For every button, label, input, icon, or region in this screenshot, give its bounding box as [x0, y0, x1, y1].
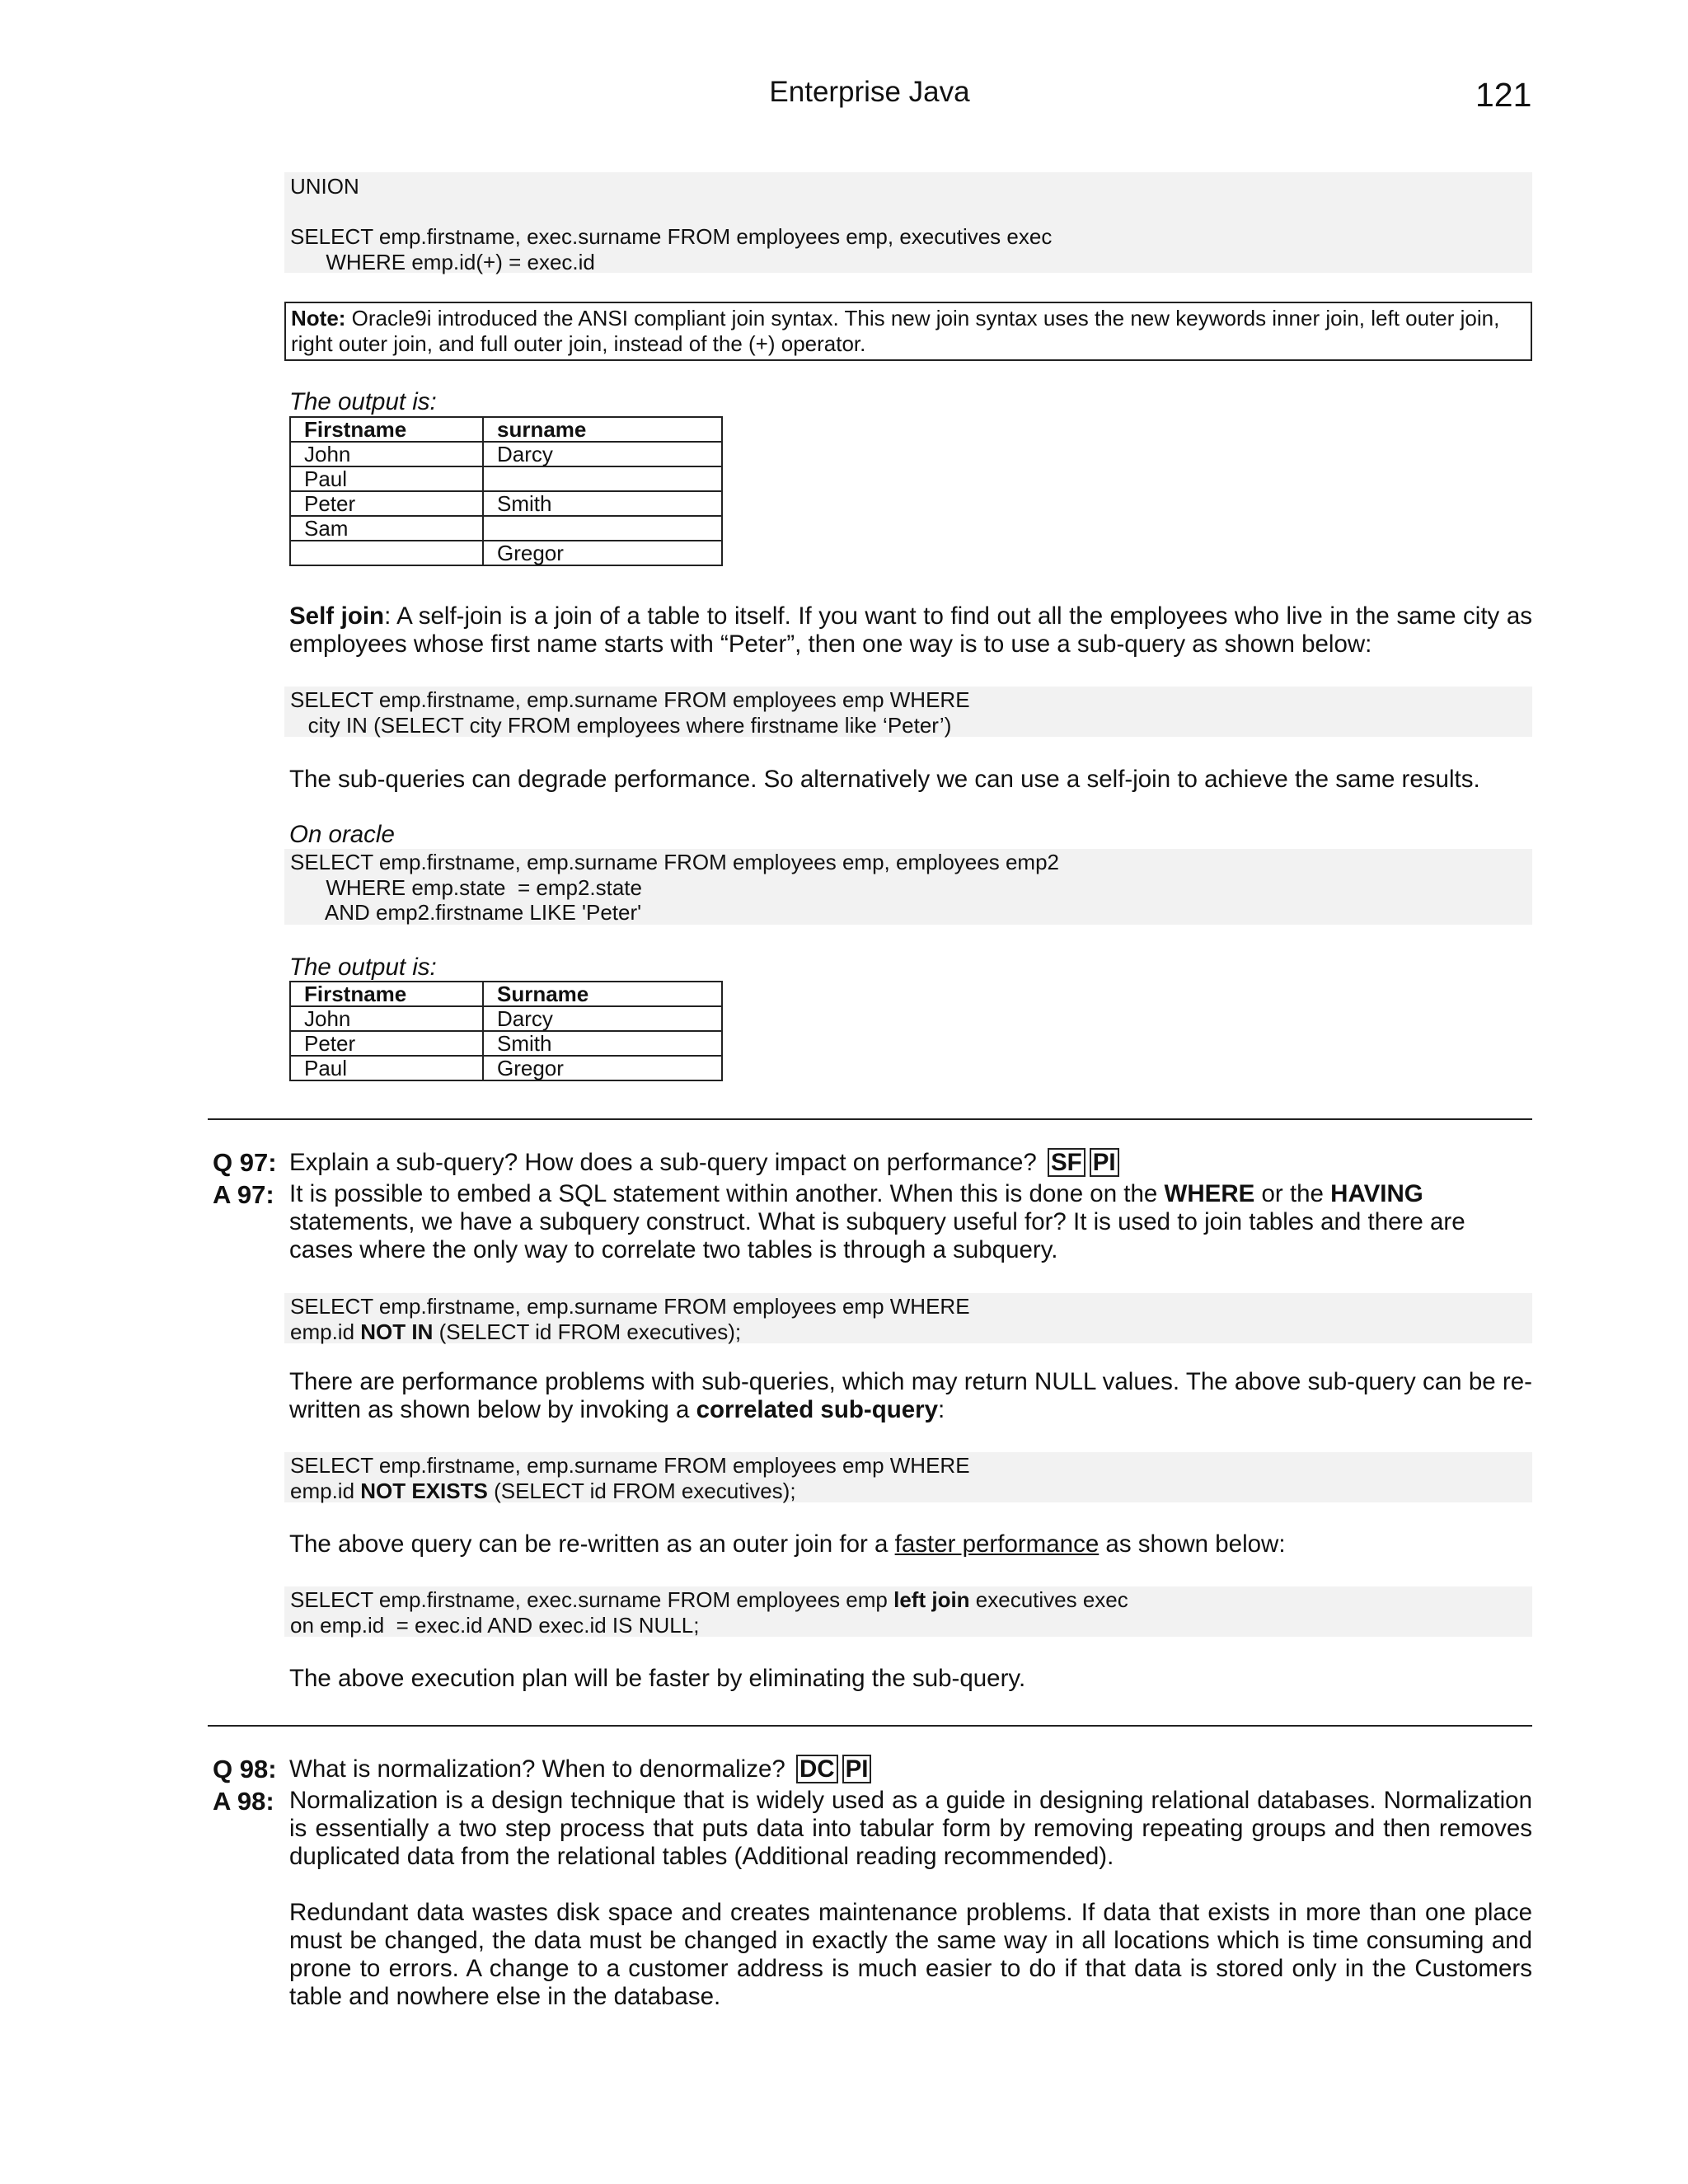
execution-plan-paragraph: The above execution plan will be faster by eliminating the sub-query. [289, 1665, 1026, 1692]
code-line: SELECT emp.firstname, emp.surname FROM employees emp WHERE [290, 1294, 970, 1319]
table-row [290, 442, 722, 466]
code-block-not-exists [284, 1452, 1532, 1502]
code-line: SELECT emp.firstname, exec.surname FROM employees emp, executives exec [290, 224, 1053, 249]
table-cell: Paul [290, 466, 483, 491]
code-line: city IN (SELECT city FROM employees where firstname like ‘Peter’) [290, 712, 952, 738]
category-badge-dc: DC [796, 1755, 838, 1783]
question-tag-98: Q 98: [213, 1755, 277, 1783]
section-divider [208, 1118, 1532, 1120]
table-header-cell: surname [483, 417, 722, 442]
table-cell: Sam [290, 516, 483, 541]
underlined-faster-performance: faster performance [894, 1530, 1100, 1558]
code-line: SELECT emp.firstname, emp.surname FROM employees emp, employees emp2 [290, 850, 1059, 874]
code-text: emp.id [290, 1478, 361, 1503]
code-block-union [284, 172, 1532, 273]
code-text: emp.id [290, 1319, 361, 1344]
running-header-title: Enterprise Java [769, 76, 970, 108]
code-line [290, 1587, 1532, 1613]
paragraph-text: : [938, 1396, 945, 1423]
table-cell: Gregor [483, 1056, 722, 1080]
answer-tag-97: A 97: [213, 1180, 274, 1209]
table-row [290, 1031, 722, 1056]
question-text: What is normalization? When to denormalize? [289, 1755, 785, 1783]
code-text: (SELECT id FROM executives); [487, 1478, 796, 1503]
table-cell [483, 516, 722, 541]
paragraph-text: The above query can be re-written as an outer join for a [289, 1530, 895, 1558]
table-cell: Darcy [483, 1006, 722, 1031]
code-line [290, 199, 1532, 225]
table-row [290, 1006, 722, 1031]
section-divider [208, 1725, 1532, 1727]
table-cell: Peter [290, 1031, 483, 1056]
table-cell [483, 466, 722, 491]
code-block-self-join [284, 849, 1532, 925]
code-line: WHERE emp.id(+) = exec.id [290, 249, 595, 274]
category-badge-pi: PI [842, 1755, 872, 1783]
subquery-performance-paragraph: The sub-queries can degrade performance. So alternatively we can use a self-join to achieve the same results. [289, 766, 1480, 793]
output-table-1 [289, 416, 723, 566]
code-keyword: NOT EXISTS [360, 1478, 488, 1503]
self-join-text: : A self-join is a join of a table to itself. If you want to find out all the employees who live in the same city as employees whose first name starts with “Peter”, then one way is to use a sub-query as shown below: [289, 602, 1532, 658]
table-cell: Smith [483, 491, 722, 516]
table-row [290, 491, 722, 516]
code-block-subquery [284, 687, 1532, 737]
paragraph-text: as shown below: [1099, 1530, 1286, 1558]
code-text: executives exec [969, 1587, 1128, 1612]
output-label: The output is: [289, 388, 437, 415]
table-header-cell: Firstname [290, 417, 483, 442]
correlated-subquery-paragraph [289, 1368, 1532, 1424]
question-text: Explain a sub-query? How does a sub-query impact on performance? [289, 1149, 1037, 1176]
table-cell: John [290, 442, 483, 466]
table-header-cell: Surname [483, 982, 722, 1006]
table-row [290, 541, 722, 565]
table-cell: Paul [290, 1056, 483, 1080]
code-line: SELECT emp.firstname, emp.surname FROM employees emp WHERE [290, 1453, 970, 1478]
outer-join-paragraph [289, 1530, 1532, 1558]
table-row [290, 1056, 722, 1080]
self-join-paragraph [289, 602, 1532, 658]
answer-text: or the [1254, 1180, 1331, 1207]
table-row [290, 516, 722, 541]
code-block-not-in [284, 1293, 1532, 1343]
note-label: Note: [291, 306, 346, 330]
table-cell: Darcy [483, 442, 722, 466]
table-cell: John [290, 1006, 483, 1031]
answer-text: statements, we have a subquery construct. What is subquery useful for? It is used to join tables and there are cases where the only way to correlate two tables is through a subquery. [289, 1208, 1465, 1263]
table-cell [290, 541, 483, 565]
answer-98: Normalization is a design technique that is widely used as a guide in designing relational databases. Normalization is essentially a two step process that puts data into tabular form by removing repeating groups and then removes duplicated data from the relational tables (Additional reading recommended). [289, 1787, 1532, 1870]
table-cell: Peter [290, 491, 483, 516]
code-line: SELECT emp.firstname, emp.surname FROM employees emp WHERE [290, 687, 970, 712]
paragraph-text: There are performance problems with sub-queries, which may return NULL values. The above sub-query can be re-written as shown below by invoking a [289, 1368, 1532, 1423]
code-line: on emp.id = exec.id AND exec.id IS NULL; [290, 1612, 700, 1638]
question-98 [289, 1755, 1532, 1783]
keyword-correlated-sub-query: correlated sub-query [696, 1396, 939, 1423]
category-badge-pi: PI [1090, 1148, 1119, 1177]
code-text: SELECT emp.firstname, exec.surname FROM employees emp [290, 1587, 894, 1612]
table-header-row [290, 982, 722, 1006]
output-label: The output is: [289, 954, 437, 981]
question-tag-97: Q 97: [213, 1148, 277, 1177]
table-row [290, 466, 722, 491]
category-badge-sf: SF [1048, 1148, 1085, 1177]
redundant-data-paragraph: Redundant data wastes disk space and creates maintenance problems. If data that exists in more than one place must be changed, the data must be changed in exactly the same way in all locations which is time consuming and prone to errors. A change to a customer address is much easier to do if that data is stored only in the Customers table and nowhere else in the database. [289, 1899, 1532, 2010]
keyword-having: HAVING [1330, 1180, 1423, 1207]
code-line: WHERE emp.state = emp2.state [290, 874, 642, 900]
oracle-label: On oracle [289, 821, 395, 848]
code-line [290, 1319, 1532, 1345]
table-cell: Gregor [483, 541, 722, 565]
code-line: AND emp2.firstname LIKE 'Peter' [290, 900, 642, 925]
table-header-row [290, 417, 722, 442]
keyword-where: WHERE [1164, 1180, 1255, 1207]
note-box [284, 302, 1532, 361]
answer-text: It is possible to embed a SQL statement within another. When this is done on the [289, 1180, 1165, 1207]
code-block-left-join [284, 1586, 1532, 1637]
note-text: Oracle9i introduced the ANSI compliant join syntax. This new join syntax uses the new keywords inner join, left outer join, right outer join, and full outer join, instead of the (+) operator. [291, 306, 1500, 356]
output-table-2 [289, 981, 723, 1081]
code-line: UNION [290, 174, 359, 199]
table-header-cell: Firstname [290, 982, 483, 1006]
code-keyword: NOT IN [360, 1319, 434, 1344]
self-join-term: Self join [289, 602, 385, 630]
answer-tag-98: A 98: [213, 1787, 274, 1816]
code-keyword: left join [893, 1587, 970, 1612]
code-text: (SELECT id FROM executives); [433, 1319, 742, 1344]
answer-97 [289, 1180, 1532, 1264]
question-97 [289, 1148, 1532, 1177]
page-number: 121 [1475, 76, 1532, 114]
code-line [290, 1479, 1532, 1504]
table-cell: Smith [483, 1031, 722, 1056]
